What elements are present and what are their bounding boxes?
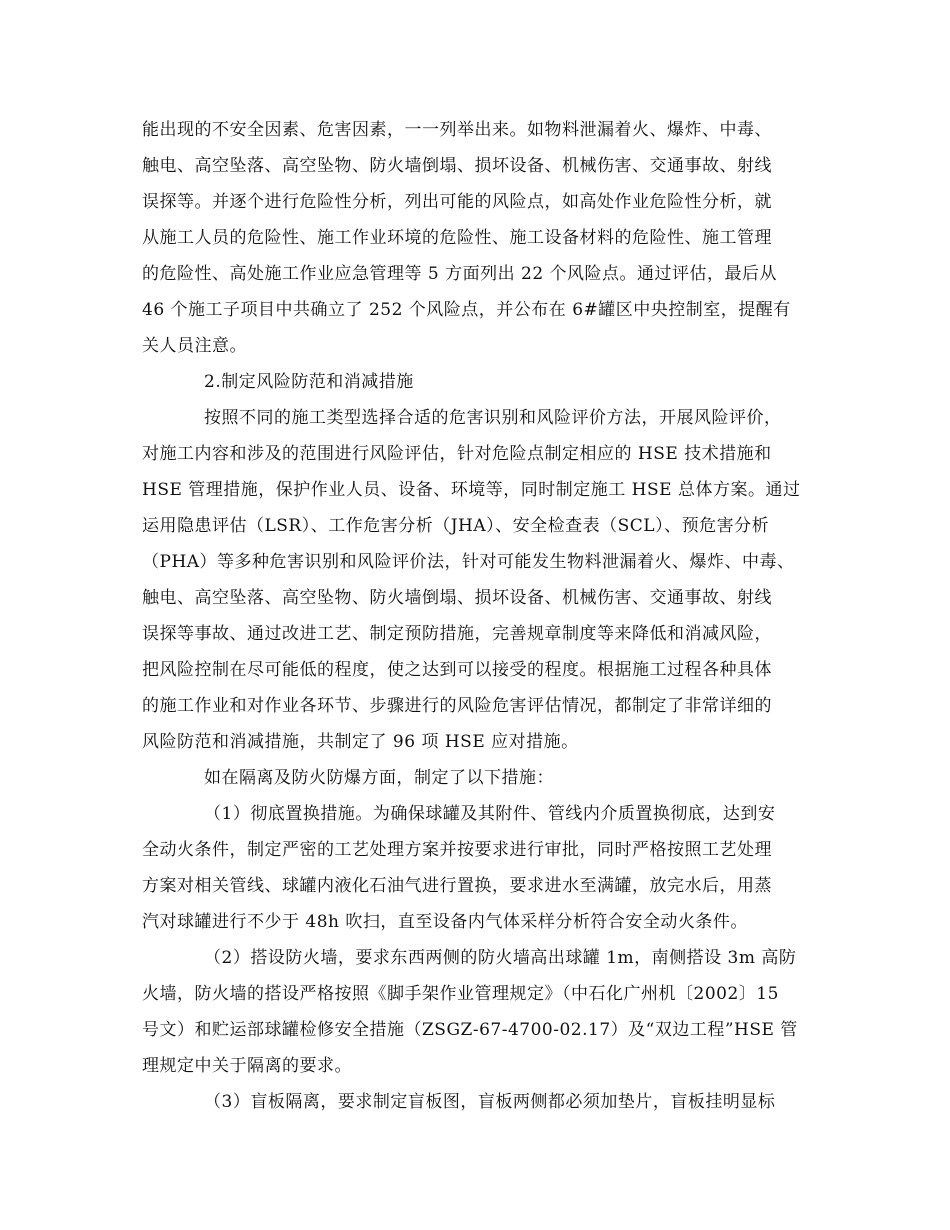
text-line: 的施工作业和对作业各环节、步骤进行的风险危害评估情况，都制定了非常详细的 [142, 696, 772, 716]
text-line: 按照不同的施工类型选择合适的危害识别和风险评价方法，开展风险评价， [204, 408, 782, 428]
text-line: 触电、高空坠落、高空坠物、防火墙倒塌、损坏设备、机械伤害、交通事故、射线 [142, 156, 772, 176]
text-line: 关人员注意。 [142, 336, 247, 356]
text-line: 能出现的不安全因素、危害因素，一一列举出来。如物料泄漏着火、爆炸、中毒、 [142, 120, 772, 140]
text-line: 风险防范和消减措施，共制定了 96 项 HSE 应对措施。 [142, 732, 579, 752]
text-line: （2）搭设防火墙，要求东西两侧的防火墙高出球罐 1m，南侧搭设 3m 高防 [204, 948, 797, 968]
text-line: 误探等。并逐个进行危险性分析，列出可能的风险点，如高处作业危险性分析，就 [142, 192, 772, 212]
text-line: 对施工内容和涉及的范围进行风险评估，针对危险点制定相应的 HSE 技术措施和 [142, 444, 772, 464]
text-line: 火墙，防火墙的搭设严格按照《脚手架作业管理规定》（中石化广州机〔2002〕15 [142, 984, 779, 1004]
text-line: 把风险控制在尽可能低的程度，使之达到可以接受的程度。根据施工过程各种具体 [142, 660, 772, 680]
text-line: 误探等事故、通过改进工艺、制定预防措施，完善规章制度等来降低和消减风险， [142, 624, 772, 644]
text-line: （3）盲板隔离，要求制定盲板图，盲板两侧都必须加垫片，盲板挂明显标 [204, 1092, 776, 1112]
text-line: 号文）和贮运部球罐检修安全措施（ZSGZ-67-4700-02.17）及“双边工程”HSE 管 [142, 1020, 798, 1040]
text-line: 理规定中关于隔离的要求。 [142, 1056, 352, 1076]
text-line: HSE 管理措施，保护作业人员、设备、环境等，同时制定施工 HSE 总体方案。通过 [142, 480, 801, 500]
text-line: 如在隔离及防火防爆方面，制定了以下措施： [204, 768, 554, 788]
text-line: 全动火条件，制定严密的工艺处理方案并按要求进行审批，同时严格按照工艺处理 [142, 840, 772, 860]
text-line: 的危险性、高处施工作业应急管理等 5 方面列出 22 个风险点。通过评估，最后从 [142, 264, 778, 284]
text-line: 运用隐患评估（LSR）、工作危害分析（JHA）、安全检查表（SCL）、预危害分析 [142, 516, 770, 536]
text-line: 从施工人员的危险性、施工作业环境的危险性、施工设备材料的危险性、施工管理 [142, 228, 772, 248]
text-line: 汽对球罐进行不少于 48h 吹扫，直至设备内气体采样分析符合安全动火条件。 [142, 912, 748, 932]
text-line: 方案对相关管线、球罐内液化石油气进行置换，要求进水至满罐，放完水后，用蒸 [142, 876, 772, 896]
text-line: （PHA）等多种危害识别和风险评价法，针对可能发生物料泄漏着火、爆炸、中毒、 [142, 552, 795, 572]
text-line: 46 个施工子项目中共确立了 252 个风险点，并公布在 6#罐区中央控制室，提醒有 [142, 300, 791, 320]
section-heading: 2.制定风险防范和消减措施 [204, 372, 414, 392]
text-line: 触电、高空坠落、高空坠物、防火墙倒塌、损坏设备、机械伤害、交通事故、射线 [142, 588, 772, 608]
text-line: （1）彻底置换措施。为确保球罐及其附件、管线内介质置换彻底，达到安 [204, 804, 776, 824]
